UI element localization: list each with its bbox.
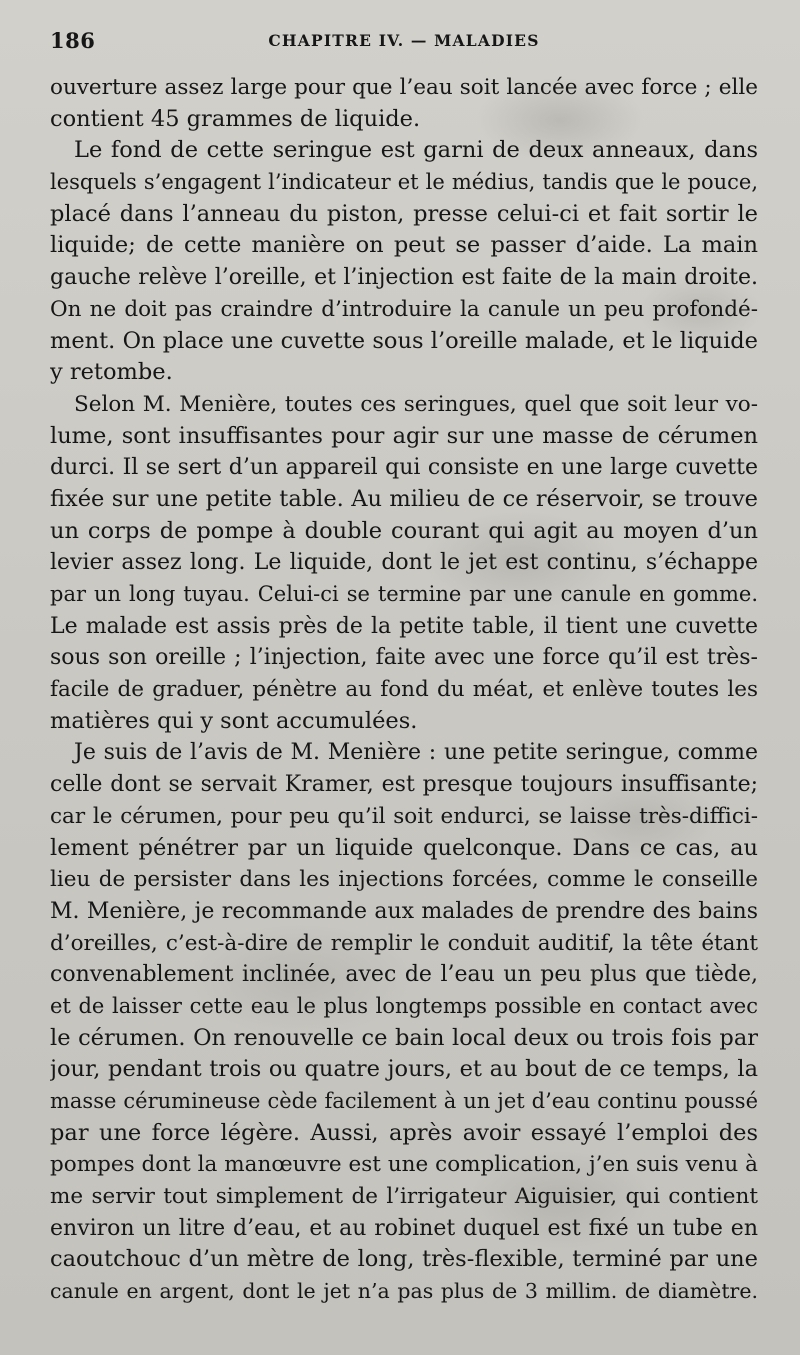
text-line: durci. Il se sert d’un appareil qui consiste en une large cuvette [50, 455, 758, 481]
text-line: placé dans l’anneau du piston, presse celui-ci et fait sortir le [50, 200, 758, 227]
text-line: Je suis de l’avis de M. Menière : une petite seringue, comme [74, 740, 758, 766]
text-line: y retombe. [50, 359, 173, 386]
text-line: canule en argent, dont le jet n’a pas plus de 3 millim. de diamètre. [50, 1279, 758, 1304]
text-line: convenablement inclinée, avec de l’eau un peu plus que tiède, [50, 962, 758, 988]
text-line: lume, sont insuffisantes pour agir sur une masse de cérumen [50, 422, 758, 449]
text-line: ouverture assez large pour que l’eau soit lancée avec force ; elle [50, 75, 758, 100]
text-line: ment. On place une cuvette sous l’oreille malade, et le liquide [50, 327, 758, 354]
text-line: lesquels s’engagent l’indicateur et le médius, tandis que le pouce, [50, 170, 758, 195]
body-text [50, 72, 758, 1308]
text-line: caoutchouc d’un mètre de long, très-flexible, terminé par une [50, 1246, 758, 1273]
text-line: par un long tuyau. Celui-ci se termine par une canule en gomme. [50, 582, 758, 606]
text-line: Le malade est assis près de la petite table, il tient une cuvette [50, 613, 758, 639]
text-line: jour, pendant trois ou quatre jours, et au bout de ce temps, la [50, 1056, 758, 1083]
text-line: le cérumen. On renouvelle ce bain local deux ou trois fois par [50, 1024, 758, 1051]
text-line: environ un litre d’eau, et au robinet duquel est fixé un tube en [50, 1215, 758, 1241]
text-line: Selon M. Menière, toutes ces seringues, quel que soit leur vo- [74, 391, 758, 417]
text-line: pompes dont la manœuvre est une complication, j’en suis venu à [50, 1152, 758, 1178]
text-line: me servir tout simplement de l’irrigateur Aiguisier, qui contient [50, 1184, 758, 1210]
text-line: celle dont se servait Kramer, est presque toujours insuffisante; [50, 772, 758, 798]
text-line: gauche relève l’oreille, et l’injection est faite de la main droite. [50, 265, 758, 291]
running-title: CHAPITRE IV. — MALADIES [268, 31, 540, 50]
text-line: M. Menière, je recommande aux malades de prendre des bains [50, 898, 758, 924]
text-line: levier assez long. Le liquide, dont le jet est continu, s’échappe [50, 550, 758, 576]
text-line: d’oreilles, c’est-à-dire de remplir le conduit auditif, la tête étant [50, 930, 758, 956]
text-line: masse cérumineuse cède facilement à un jet d’eau continu poussé [50, 1089, 758, 1113]
text-line: sous son oreille ; l’injection, faite avec une force qu’il est très- [50, 645, 758, 671]
text-line: contient 45 grammes de liquide. [50, 105, 421, 132]
text-line: par une force légère. Aussi, après avoir essayé l’emploi des [50, 1119, 758, 1146]
text-line: On ne doit pas craindre d’introduire la canule un peu profondé- [50, 296, 758, 322]
text-line: un corps de pompe à double courant qui agit au moyen d’un [50, 517, 758, 544]
text-line: matières qui y sont accumulées. [50, 707, 418, 734]
running-head [50, 28, 758, 56]
text-line: lement pénétrer par un liquide quelconque. Dans ce cas, au [50, 834, 758, 861]
page-number: 186 [50, 28, 96, 53]
text-line: Le fond de cette seringue est garni de deux anneaux, dans [74, 137, 758, 164]
text-line: car le cérumen, pour peu qu’il soit endurci, se laisse très-diffici- [50, 803, 758, 829]
text-line: et de laisser cette eau le plus longtemps possible en contact avec [50, 993, 758, 1018]
text-line: lieu de persister dans les injections forcées, comme le conseille [50, 867, 758, 893]
text-line: fixée sur une petite table. Au milieu de ce réservoir, se trouve [50, 485, 758, 512]
text-line: facile de graduer, pénètre au fond du méat, et enlève toutes les [50, 677, 758, 703]
text-line: liquide; de cette manière on peut se passer d’aide. La main [50, 232, 758, 259]
